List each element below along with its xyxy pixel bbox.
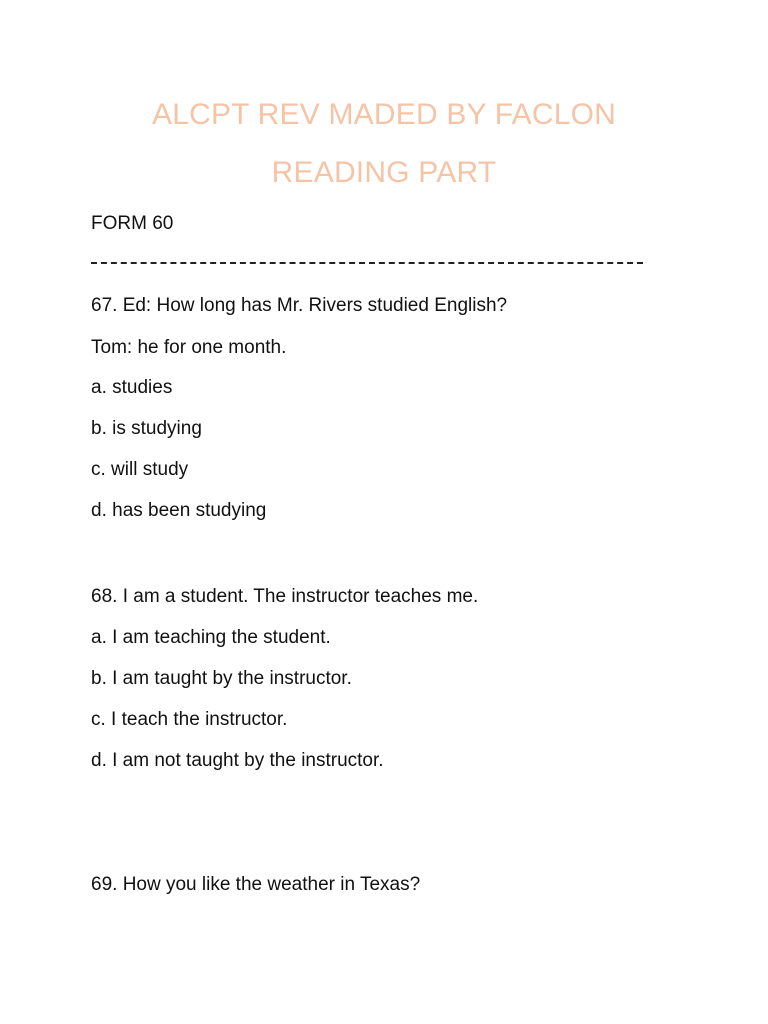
dashed-divider	[91, 262, 643, 264]
question-68-option-c: c. I teach the instructor.	[91, 709, 288, 730]
question-67-option-d: d. has been studying	[91, 500, 267, 521]
section-title: READING PART	[271, 156, 497, 189]
question-67-option-c: c. will study	[91, 459, 189, 480]
question-69-prompt: 69. How you like the weather in Texas?	[91, 874, 421, 895]
document-title: ALCPT REV MADED BY FACLON	[151, 98, 617, 131]
question-68-option-d: d. I am not taught by the instructor.	[91, 750, 384, 771]
question-68-option-a: a. I am teaching the student.	[91, 627, 331, 648]
question-68-option-b: b. I am taught by the instructor.	[91, 668, 352, 689]
question-67-prompt-line2: Tom: he for one month.	[91, 337, 287, 358]
question-68-prompt: 68. I am a student. The instructor teaches me.	[91, 586, 479, 607]
question-67-prompt: 67. Ed: How long has Mr. Rivers studied English?	[91, 295, 508, 316]
form-label: FORM 60	[91, 213, 174, 234]
question-67-option-b: b. is studying	[91, 418, 202, 439]
question-67-option-a: a. studies	[91, 377, 173, 398]
